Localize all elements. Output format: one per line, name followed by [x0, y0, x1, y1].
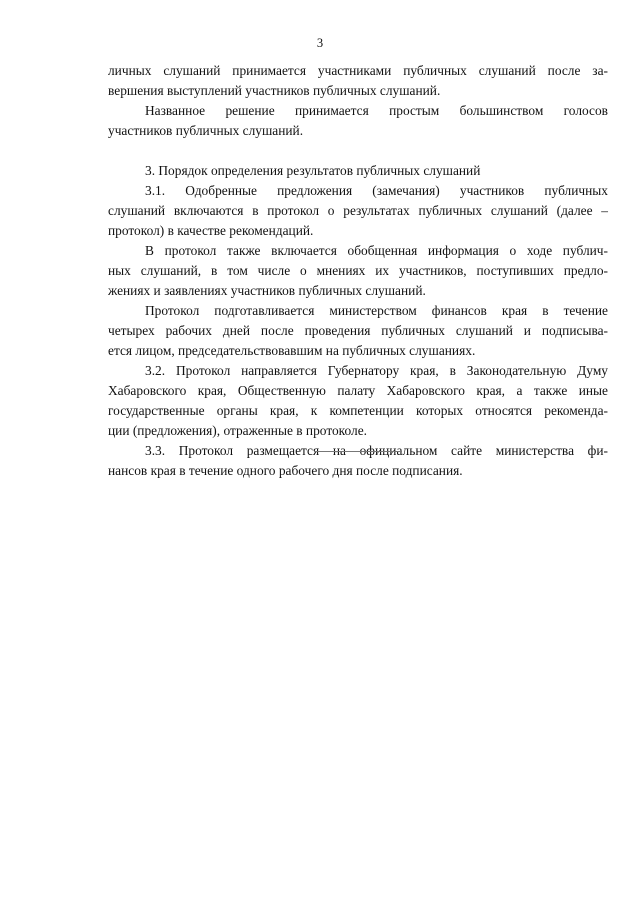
paragraph [108, 181, 608, 241]
document-body [108, 61, 608, 481]
text-line: слушаний включаются в протокол о результатах публичных слушаний (далее – [108, 203, 608, 218]
text-line: Протокол подготавливается министерством финансов края в течение [145, 303, 608, 318]
text-line: В протокол также включается обобщенная информация о ходе публич- [145, 243, 608, 258]
paragraph [108, 441, 608, 481]
text-line: Хабаровского края, Общественную палату Хабаровского края, а также иные [108, 383, 608, 398]
text-line: вершения выступлений участников публичных слушаний. [108, 83, 441, 98]
end-divider [314, 451, 402, 452]
text-line: личных слушаний принимается участниками публичных слушаний после за- [108, 63, 608, 78]
page-number: 3 [316, 36, 324, 50]
section-heading: 3. Порядок определения результатов публичных слушаний [145, 163, 481, 178]
text-line: 3.2. Протокол направляется Губернатору края, в Законодательную Думу [145, 363, 608, 378]
paragraph [108, 101, 608, 141]
text-line: нансов края в течение одного рабочего дня после подписания. [108, 463, 463, 478]
text-line: жениях и заявлениях участников публичных слушаний. [108, 283, 426, 298]
text-line: 3.1. Одобренные предложения (замечания) участников публичных [145, 183, 608, 198]
text-line: протокол) в качестве рекомендаций. [108, 223, 314, 238]
text-line: ции (предложения), отраженные в протоколе. [108, 423, 368, 438]
text-line: государственные органы края, к компетенции которых относятся рекоменда- [108, 403, 608, 418]
text-line: ется лицом, председательствовавшим на публичных слушаниях. [108, 343, 476, 358]
text-line: четырех рабочих дней после проведения публичных слушаний и подписыва- [108, 323, 608, 338]
text-line: 3.3. Протокол размещается на официальном сайте министерства фи- [145, 443, 608, 458]
text-line: Названное решение принимается простым большинством голосов [145, 103, 608, 118]
text-line: ных слушаний, в том числе о мнениях их участников, поступивших предло- [108, 263, 608, 278]
paragraph [108, 241, 608, 301]
paragraph [108, 61, 608, 101]
paragraph [108, 301, 608, 361]
paragraph [108, 361, 608, 441]
text-line: участников публичных слушаний. [108, 123, 304, 138]
